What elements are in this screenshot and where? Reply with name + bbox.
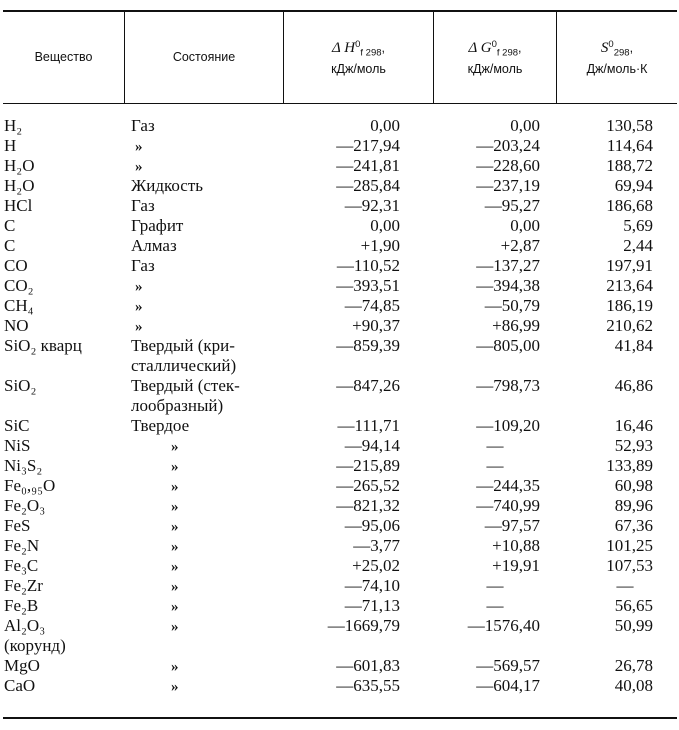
substance-cell [4,456,42,476]
gibbs-value: —50,79 [484,296,540,315]
state-cell [131,216,281,236]
table-row [0,136,679,156]
substance-formula: CO [4,256,28,275]
state-label: » [171,519,179,535]
entropy-value: 188,72 [606,156,653,175]
enthalpy-value: —241,81 [336,156,400,175]
table-row [0,596,679,616]
gibbs-sup: 0 [491,38,497,50]
entropy-sub: 298 [613,47,630,59]
gibbs-value: —740,99 [476,496,540,515]
substance-cell [4,156,34,176]
table-header-rule [3,103,677,104]
state-cell [131,376,281,416]
table-row [0,536,679,556]
gibbs-value: —569,57 [476,656,540,675]
table-row [0,116,679,136]
enthalpy-value: —859,39 [336,336,400,355]
state-cell [131,176,281,196]
table-row [0,256,679,276]
enthalpy-value: —110,52 [336,256,400,275]
table-row [0,656,679,676]
substance-formula: SiO₂ [4,376,37,395]
state-cell [131,276,281,297]
state-label: » [135,139,143,155]
state-label: Твердое [131,416,190,435]
substance-formula: H [4,136,17,155]
gibbs-value: —604,17 [476,676,540,695]
state-label: » [171,659,179,675]
state-cell [131,256,281,276]
enthalpy-symbol: Δ H [331,39,356,56]
substance-formula: CaO [4,676,36,695]
gibbs-value: +2,87 [500,236,540,255]
table-row [0,456,679,476]
substance-formula: MgO [4,656,40,675]
state-label: Жидкость [131,176,204,195]
state-cell [131,236,281,256]
state-label: Графит [131,216,184,235]
entropy-value: 186,68 [606,196,653,215]
enthalpy-value: —217,94 [336,136,400,155]
state-label: Твердый (стек- [131,376,240,395]
state-label: » [171,459,179,475]
state-cell [131,616,281,637]
state-cell [131,336,281,376]
table-row [0,476,679,496]
header-gibbs: Δ $G^0_{f 298}$, кДж/моль [467,38,523,77]
state-cell [131,136,281,157]
state-label-continued: сталлический) [131,356,237,375]
substance-formula: NiS [4,436,31,455]
enthalpy-value: 0,00 [370,216,400,235]
state-cell [131,496,281,517]
entropy-value: 26,78 [614,656,653,675]
header-state [125,11,283,103]
enthalpy-value: +90,37 [352,316,400,335]
state-label: » [171,579,179,595]
state-cell [131,436,281,457]
substance-formula: H₂ [4,116,23,135]
substance-formula: Ni₃S₂ [4,456,43,475]
gibbs-value: +19,91 [492,556,540,575]
enthalpy-value: —3,77 [353,536,400,555]
substance-cell [4,336,82,356]
enthalpy-value: —95,06 [344,516,400,535]
state-cell [131,416,281,436]
entropy-value: 130,58 [606,116,653,135]
enthalpy-value: —285,84 [336,176,400,195]
substance-formula: H₂O [4,176,35,195]
substance-cell [4,576,43,596]
entropy-value: 186,19 [606,296,653,315]
substance-cell [4,296,34,316]
entropy-value: 133,89 [606,456,653,475]
substance-formula: Fe₂B [4,596,39,615]
substance-cell [4,136,16,156]
gibbs-value: +86,99 [492,316,540,335]
header-enthalpy: Δ $H^0_{f 298}$, кДж/моль [331,38,386,77]
entropy-value: 89,96 [614,496,653,515]
entropy-value: 56,65 [614,596,653,615]
table-row [0,336,679,376]
substance-cell [4,556,38,576]
state-label: » [171,479,179,495]
entropy-value: 210,62 [606,316,653,335]
entropy-value: 101,25 [606,536,653,555]
substance-formula: Fe₂Zr [4,576,43,595]
table-row [0,576,679,596]
table-row [0,296,679,316]
state-cell [131,576,281,597]
enthalpy-value: —215,89 [336,456,400,475]
state-label: » [171,599,179,615]
substance-formula: Al₂O₃ [4,616,46,635]
gibbs-value: +10,88 [492,536,540,555]
state-label: » [171,539,179,555]
state-cell [131,296,281,317]
entropy-value: 41,84 [614,336,653,355]
substance-cell [4,376,36,396]
substance-cell [4,196,32,216]
table-row [0,276,679,296]
enthalpy-value: —821,32 [336,496,400,515]
gibbs-value: — [486,456,504,475]
substance-formula: NO [4,316,29,335]
enthalpy-value: —847,26 [336,376,400,395]
state-label: » [135,299,143,315]
substance-formula: H₂O [4,156,35,175]
substance-cell [4,616,66,656]
gibbs-value: —394,38 [476,276,540,295]
substance-cell [4,236,15,256]
entropy-value: 67,36 [614,516,653,535]
table-row [0,556,679,576]
substance-formula: CO₂ [4,276,34,295]
substance-cell [4,176,34,196]
enthalpy-value: —71,13 [344,596,400,615]
enthalpy-value: —635,55 [336,676,400,695]
gibbs-value: —244,35 [476,476,540,495]
entropy-value: 52,93 [614,436,653,455]
table-row [0,216,679,236]
substance-cell [4,676,35,696]
state-cell [131,676,281,697]
enthalpy-value: —393,51 [336,276,400,295]
enthalpy-value: —74,10 [344,576,400,595]
substance-cell [4,536,39,556]
state-label: Твердый (кри- [131,336,235,355]
state-cell [131,196,281,216]
substance-formula: SiC [4,416,30,435]
state-label: » [171,439,179,455]
table-row [0,676,679,696]
substance-cell [4,596,38,616]
table-row [0,436,679,456]
table-row [0,376,679,416]
table-row [0,616,679,656]
entropy-value: 50,99 [614,616,653,635]
entropy-value: 16,46 [614,416,653,435]
table-row [0,196,679,216]
gibbs-value: —237,19 [476,176,540,195]
enthalpy-value: +25,02 [352,556,400,575]
enthalpy-value: —111,71 [337,416,400,435]
table-row [0,176,679,196]
state-label: » [135,319,143,335]
enthalpy-value: —601,83 [336,656,400,675]
gibbs-value: —805,00 [476,336,540,355]
substance-formula: HCl [4,196,33,215]
gibbs-sub: f 298 [496,47,519,59]
substance-formula: C [4,236,16,255]
substance-cell [4,256,28,276]
enthalpy-value: 0,00 [370,116,400,135]
entropy-sup: 0 [608,38,614,50]
enthalpy-sup: 0 [355,38,361,50]
gibbs-value: 0,00 [510,216,540,235]
substance-formula: Fe₂O₃ [4,496,46,515]
substance-formula: FeS [4,516,31,535]
substance-cell [4,516,30,536]
gibbs-value: — [486,436,504,455]
table-body [0,116,679,696]
table-row [0,516,679,536]
state-label: Газ [131,256,155,275]
entropy-value: 69,94 [614,176,653,195]
substance-formula: Fe₃C [4,556,39,575]
state-cell [131,516,281,537]
enthalpy-value: —265,52 [336,476,400,495]
substance-formula: CH₄ [4,296,34,315]
substance-cell [4,496,45,516]
table-row [0,496,679,516]
substance-cell [4,216,15,236]
gibbs-value: —203,24 [476,136,540,155]
entropy-value: 114,64 [606,136,653,155]
state-label: » [135,159,143,175]
gibbs-value: —97,57 [484,516,540,535]
state-cell [131,116,281,136]
header-substance [3,11,124,103]
gibbs-value: —95,27 [484,196,540,215]
enthalpy-value: —92,31 [344,196,400,215]
gibbs-value: 0,00 [510,116,540,135]
entropy-value: 40,08 [614,676,653,695]
header-state-label: Состояние [172,50,236,64]
substance-formula: Fe₂N [4,536,40,555]
state-label: » [171,559,179,575]
enthalpy-unit: кДж/моль [331,62,386,77]
state-label-continued: лообразный) [131,396,224,415]
state-label: » [171,499,179,515]
substance-cell [4,276,34,296]
state-label: » [135,279,143,295]
entropy-symbol: S [600,39,609,56]
enthalpy-value: —1669,79 [327,616,400,635]
substance-cell [4,316,29,336]
enthalpy-value: —94,14 [344,436,400,455]
substance-note: (корунд) [4,636,66,655]
entropy-unit: Дж/моль·К [586,62,648,77]
entropy-value: 107,53 [606,556,653,575]
substance-formula: Fe₀,₉₅O [4,476,56,495]
enthalpy-value: +1,90 [360,236,400,255]
substance-cell [4,476,55,496]
gibbs-symbol: Δ G [468,39,492,56]
state-label: Алмаз [131,236,177,255]
table-bottom-rule [3,717,677,719]
substance-cell [4,656,40,676]
state-cell [131,536,281,557]
entropy-value: 60,98 [614,476,653,495]
gibbs-value: —1576,40 [467,616,540,635]
enthalpy-sub: f 298 [360,47,382,59]
state-cell [131,156,281,177]
gibbs-value: — [486,576,504,595]
table-row [0,416,679,436]
enthalpy-value: —74,85 [344,296,400,315]
state-cell [131,316,281,337]
table-row [0,156,679,176]
state-cell [131,476,281,497]
substance-formula: SiO₂ кварц [4,336,82,355]
entropy-value: 46,86 [614,376,653,395]
state-label: Газ [131,116,155,135]
substance-cell [4,436,30,456]
state-cell [131,456,281,477]
state-cell [131,556,281,577]
state-cell [131,596,281,617]
header-substance-label: Вещество [34,50,93,64]
gibbs-value: —228,60 [476,156,540,175]
entropy-value: 213,64 [606,276,653,295]
entropy-value: 5,69 [623,216,653,235]
entropy-value: 2,44 [623,236,653,255]
state-cell [131,656,281,677]
state-label: » [171,679,179,695]
substance-cell [4,416,30,436]
gibbs-unit: кДж/моль [467,62,523,77]
gibbs-value: — [486,596,504,615]
entropy-value: — [616,576,634,595]
state-label: » [171,619,179,635]
header-entropy: $S^0_{298}$, Дж/моль·К [586,38,648,77]
table-row [0,236,679,256]
entropy-value: 197,91 [606,256,653,275]
table-row [0,316,679,336]
gibbs-value: —109,20 [476,416,540,435]
state-label: Газ [131,196,155,215]
substance-cell [4,116,22,136]
substance-formula: C [4,216,16,235]
gibbs-value: —798,73 [476,376,540,395]
gibbs-value: —137,27 [476,256,540,275]
